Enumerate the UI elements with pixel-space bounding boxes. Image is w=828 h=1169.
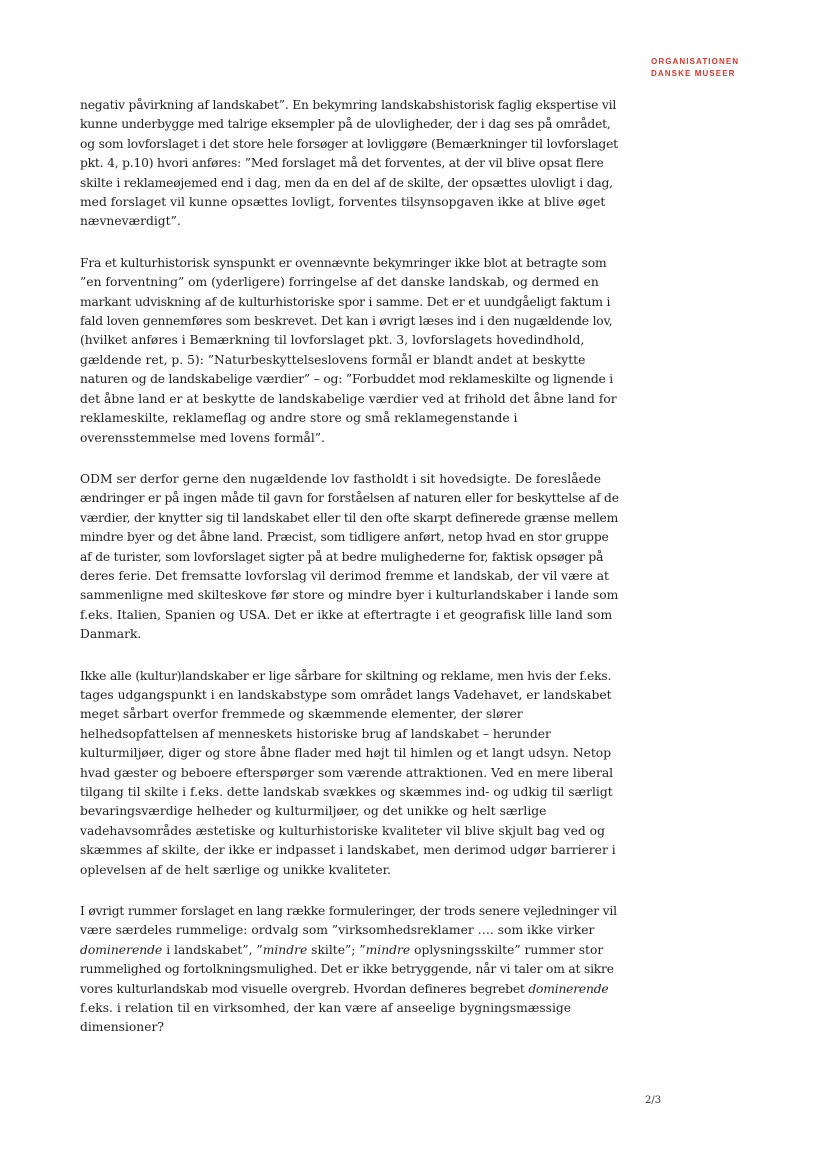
text-line: (hvilket anføres i Bemærkning til lovforslaget pkt. 3, lovforslagets hovedindhold, (80, 333, 585, 348)
text-line: ”en forventning” om (yderligere) forringelse af det danske landskab, og dermed en (80, 275, 599, 290)
text-line: skilte i reklameøjemed end i dag, men da en del af de skilte, der opsættes ulovligt i dag, (80, 175, 613, 190)
text-line: af de turister, som lovforslaget sigter på at bedre mulighederne for, faktisk opsøger på (80, 549, 604, 564)
text-line: kunne underbygge med talrige eksempler på de ulovligheder, der i dag ses på området, (80, 117, 611, 132)
text-line: deres ferie. Det fremsatte lovforslag vil derimod fremme et landskab, der vil være at (80, 568, 610, 583)
text-line: overensstemmelse med lovens formål”. (80, 430, 325, 445)
text-line: ODM ser derfor gerne den nugældende lov fastholdt i sit hovedsigte. De foreslåede (80, 471, 601, 486)
text-line: skæmmes af skilte, der ikke er indpasset i landskabet, men derimod udgør barrierer i (80, 843, 616, 858)
text-line: Fra et kulturhistorisk synspunkt er ovennævnte bekymringer ikke blot at betragte som (80, 255, 607, 270)
text-line: nævneværdigt”. (80, 214, 181, 229)
text-line: reklameskilte, reklameflag og andre store og små reklamegenstande i (80, 411, 518, 426)
text-line: negativ påvirkning af landskabet”. En bekymring landskabshistorisk faglig ekspertise vil (80, 98, 617, 112)
paragraph-5 (80, 902, 617, 1038)
text-line: bevaringsværdige helheder og kulturmiljøer, og det unikke og helt særlige (80, 804, 547, 819)
emphasis-text: mindre (365, 942, 411, 957)
paragraph-3 (80, 470, 619, 645)
text-line: oplevelsen af de helt særlige og unikke kvaliteter. (80, 862, 392, 877)
paragraph-2 (80, 254, 617, 448)
logo-line-1: ORGANISATIONEN (651, 57, 740, 66)
text-line: vadehavsområdes æstetiske og kulturhistoriske kvaliteter vil blive skjult bag ved og (80, 823, 605, 838)
text-line: I øvrigt rummer forslaget en lang række formuleringer, der trods senere vejledninger vil (80, 904, 617, 919)
text-line: mindre byer og det åbne land. Præcist, som tidligere anført, netop hvad en stor gruppe (80, 530, 609, 545)
logo-line-2: DANSKE MUSEER (651, 69, 736, 78)
text-line: Ikke alle (kultur)landskaber er lige sårbare for skiltning og reklame, men hvis der f.eks. (80, 668, 612, 683)
text-line: f.eks. i relation til en virksomhed, der kan være af anseelige bygningsmæssige (80, 1001, 572, 1016)
text-line: tages udgangspunkt i en landskabstype som området langs Vadehavet, er landskabet (80, 687, 612, 702)
text-line: markant udviskning af de kulturhistoriske spor i samme. Det er et uundgåeligt faktum i (80, 294, 611, 309)
text-line: dimensioner? (80, 1020, 164, 1035)
text-line: pkt. 4, p.10) hvori anføres: ”Med forslaget må det forventes, at der vil blive opsat flere (80, 156, 604, 171)
page-number: 2/3 (645, 1095, 662, 1106)
text-line: kulturmiljøer, diger og store åbne flader med højt til himlen og et langt udsyn. Netop (80, 746, 612, 761)
text-line: værdier, der knytter sig til landskabet eller til den ofte skarpt definerede grænse mellem (80, 510, 619, 525)
text-line: gældende ret, p. 5): ”Naturbeskyttelseslovens formål er blandt andet at beskytte (80, 352, 586, 367)
document-body (80, 96, 619, 1038)
text-line: sammenligne med skilteskove før store og mindre byer i kulturlandskaber i lande som (80, 588, 619, 603)
text-line: fald loven gennemføres som beskrevet. Det kan i øvrigt læses ind i den nugældende lov, (80, 314, 613, 329)
emphasis-text: dominerende (528, 981, 609, 996)
text-fragment: skilte”; ” (307, 942, 366, 957)
text-line: ændringer er på ingen måde til gavn for forståelsen af naturen eller for beskyttelse af de (80, 491, 619, 506)
emphasis-text: mindre (262, 942, 308, 957)
emphasis-text: dominerende (80, 942, 163, 957)
text-line: meget sårbart overfor fremmede og skæmmende elementer, der slører (80, 707, 523, 722)
text-line: og som lovforslaget i det store hele forsøger at lovliggøre (Bemærkninger til lovforslaget (80, 136, 618, 151)
text-fragment: oplysningsskilte” rummer stor (410, 942, 604, 957)
text-line: f.eks. Italien, Spanien og USA. Det er ikke at eftertragte i et geografisk lille land som (80, 607, 613, 622)
paragraph-1 (80, 96, 618, 232)
text-line: helhedsopfattelsen af menneskets historiske brug af landskabet – herunder (80, 726, 551, 741)
paragraph-4 (80, 667, 616, 880)
text-line: med forslaget vil kunne opsættes lovligt, forventes tilsynsopgaven ikke at blive øget (80, 195, 606, 210)
text-line: naturen og de landskabelige værdier” – og: ”Forbuddet mod reklameskilte og lignende i (80, 372, 614, 387)
text-line: være særdeles rummelige: ordvalg som ”virksomhedsreklamer …. som ikke virker (80, 923, 595, 938)
text-line: tilgang til skilte i f.eks. dette landskab svækkes og skæmmes ind- og udkig til særligt (80, 785, 613, 799)
text-line: Danmark. (80, 627, 142, 642)
text-line-mixed (80, 941, 610, 960)
text-fragment: i landskabet”, ” (162, 942, 263, 957)
text-line: det åbne land er at beskytte de landskabelige værdier ved at frihold det åbne land for (80, 391, 617, 406)
text-fragment: vores kulturlandskab mod visuelle overgreb. Hvordan defineres begrebet (80, 981, 529, 996)
text-line: rummelighed og fortolkningsmulighed. Det er ikke betryggende, når vi taler om at sikre (80, 962, 614, 977)
organisation-logo (651, 56, 739, 80)
text-line-mixed (80, 980, 610, 999)
text-line: hvad gæster og beboere efterspørger som værende attraktionen. Ved en mere liberal (80, 765, 614, 780)
